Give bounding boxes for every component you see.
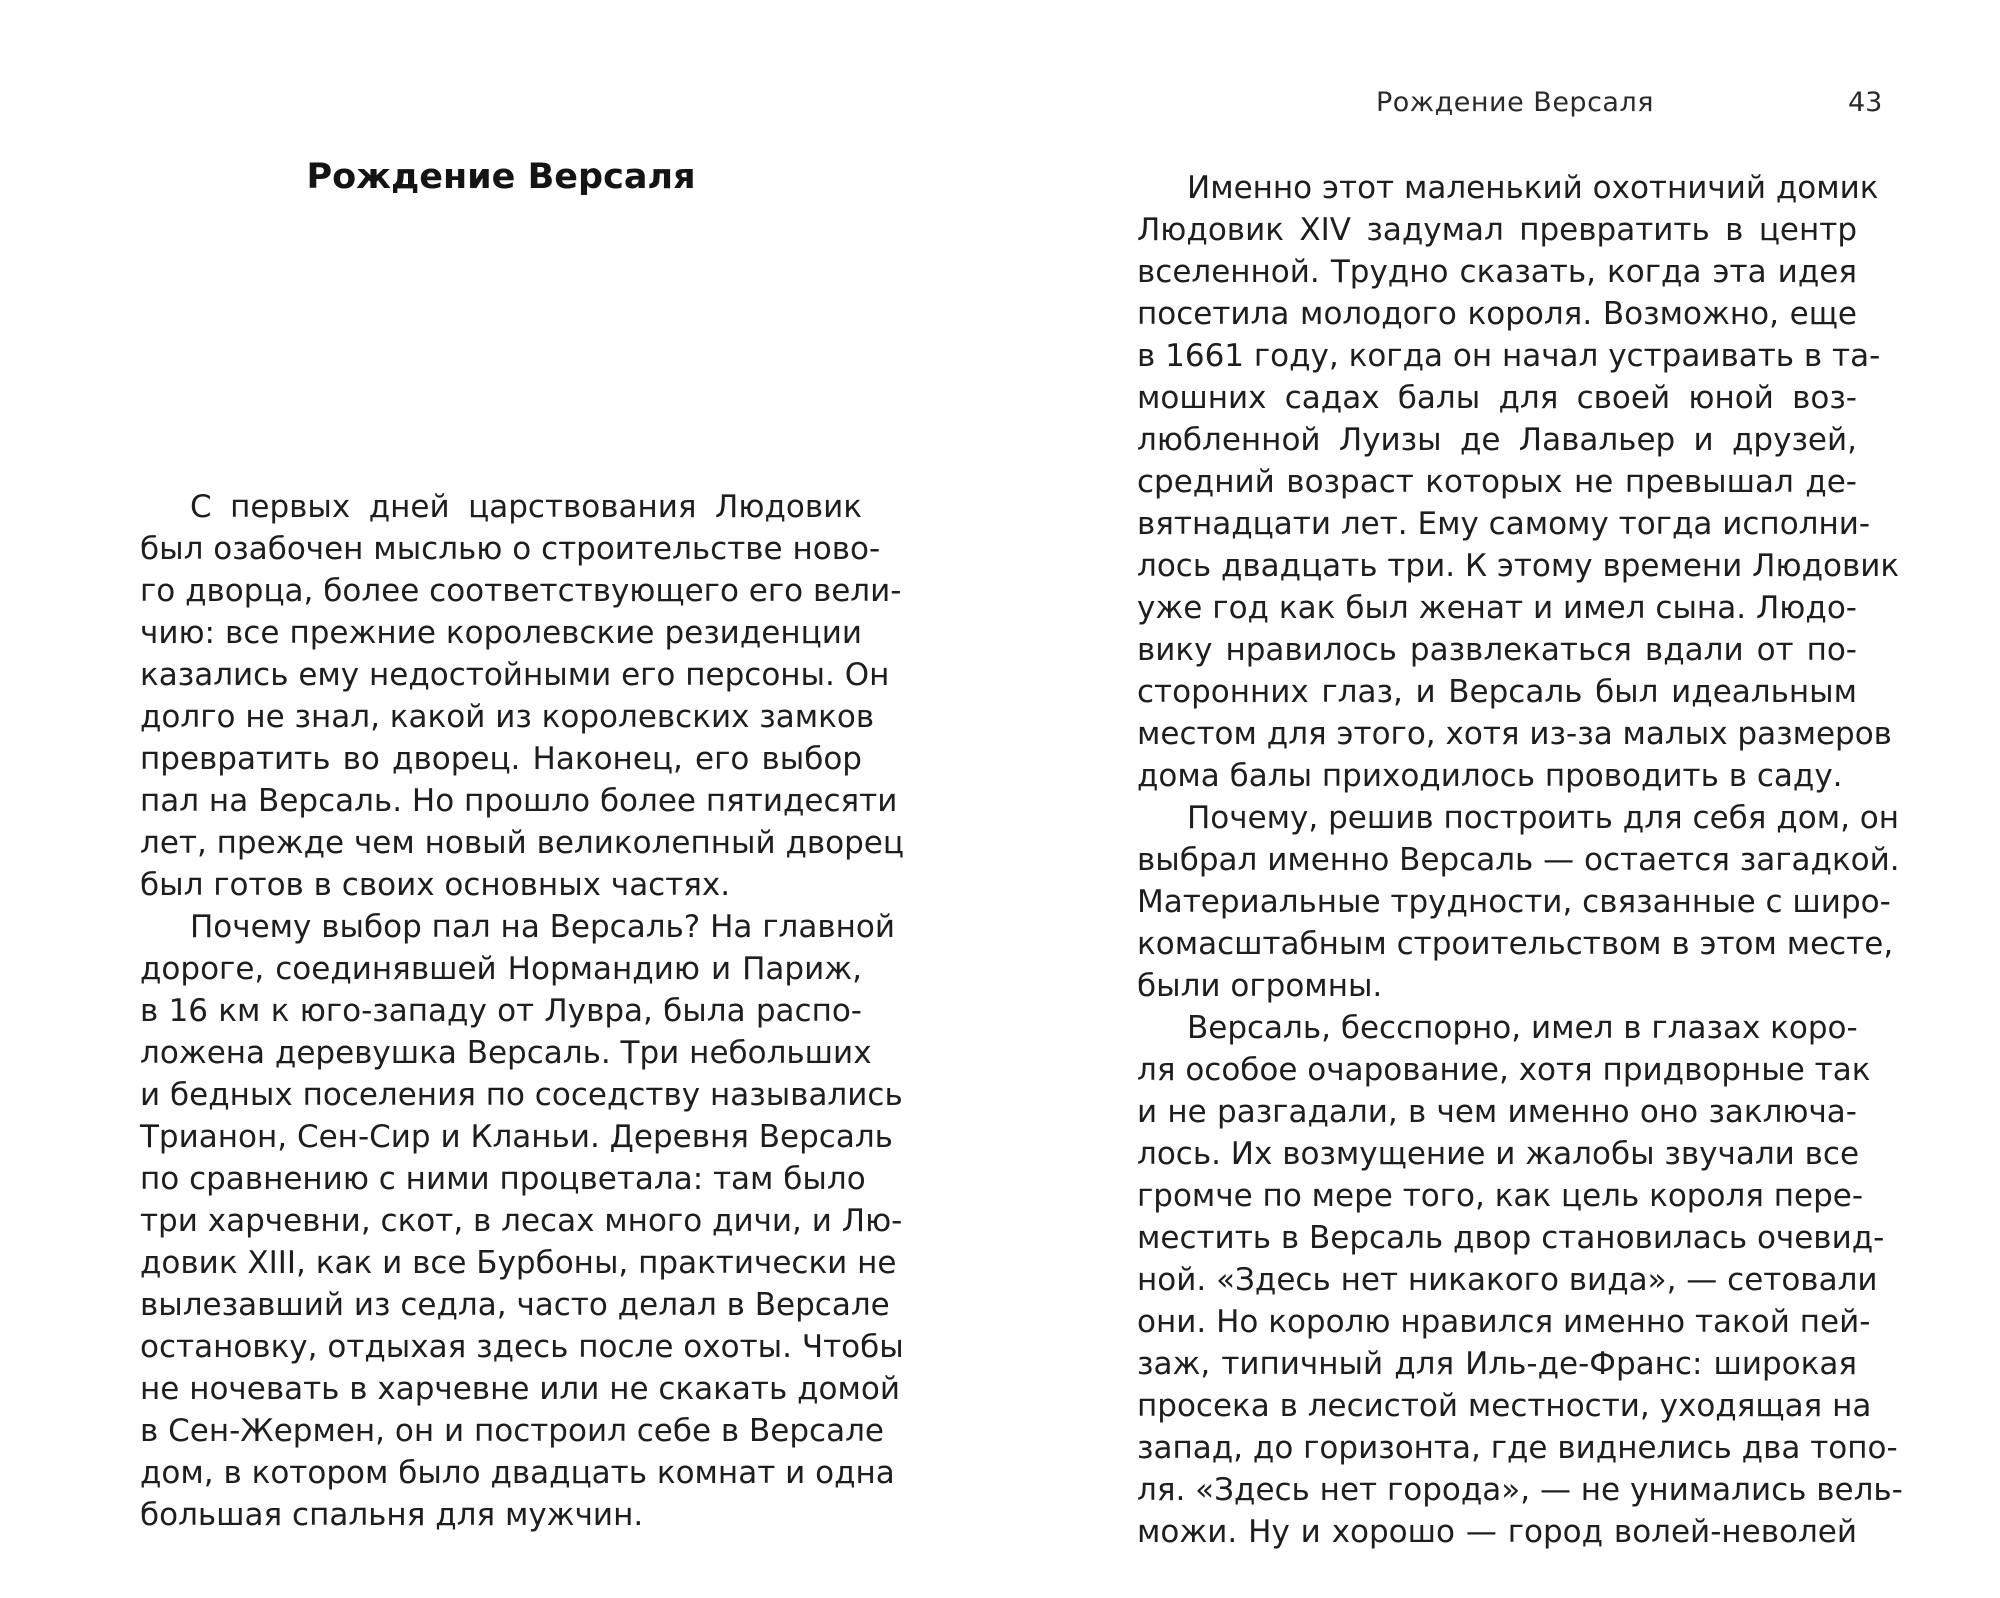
text-line: комасштабным строительством в этом месте, [1137, 926, 1894, 962]
text-line: уже год как был женат и имел сына. Людо- [1137, 590, 1857, 626]
text-line: заж, типичный для Иль-де-Франс: широкая [1137, 1346, 1857, 1382]
text-line: превратить во дворец. Наконец, его выбор [140, 741, 862, 777]
text-line: лось двадцать три. К этому времени Людовик [1137, 548, 1900, 584]
text-line: в 16 км к юго-западу от Лувра, была распо- [140, 993, 862, 1029]
text-line: средний возраст которых не превышал де- [1137, 464, 1857, 500]
text-line: остановку, отдыхая здесь после охоты. Чтобы [140, 1329, 904, 1365]
text-line: довик XIII, как и все Бурбоны, практически не [140, 1245, 897, 1281]
text-line: любленной Луизы де Лавальер и друзей, [1137, 422, 1857, 458]
right-page [1000, 0, 2000, 1598]
text-line: вселенной. Трудно сказать, когда эта идея [1137, 254, 1857, 290]
text-line: го дворца, более соответствующего его вели- [140, 573, 902, 609]
text-line: долго не знал, какой из королевских замков [140, 699, 875, 735]
text-line: дом, в котором было двадцать комнат и одна [140, 1455, 895, 1491]
text-line: ложена деревушка Версаль. Три небольших [140, 1035, 872, 1071]
text-line: дома балы приходилось проводить в саду. [1137, 758, 1843, 794]
text-line: Трианон, Сен-Сир и Кланьи. Деревня Версаль [140, 1119, 893, 1155]
text-line: ной. «Здесь нет никакого вида», — сетовали [1137, 1262, 1878, 1298]
text-line: дороге, соединявшей Нормандию и Париж, [140, 951, 862, 987]
text-line: большая спальня для мужчин. [140, 1497, 644, 1533]
text-line: местом для этого, хотя из-за малых размеров [1137, 716, 1892, 752]
text-line: три харчевни, скот, в лесах много дичи, и Лю- [140, 1203, 903, 1239]
text-line: мошних садах балы для своей юной воз- [1137, 380, 1857, 416]
text-line: громче по мере того, как цель короля пере- [1137, 1178, 1864, 1214]
text-line: вику нравилось развлекаться вдали от по- [1137, 632, 1857, 668]
text-line: в Сен-Жермен, он и построил себе в Версале [140, 1413, 884, 1449]
text-line: был готов в своих основных частях. [140, 867, 731, 903]
text-line: казались ему недостойными его персоны. Он [140, 657, 890, 693]
text-line: Именно этот маленький охотничий домик [1187, 170, 1879, 206]
text-line: запад, до горизонта, где виднелись два топо- [1137, 1430, 1898, 1466]
text-line: ля особое очарование, хотя придворные так [1137, 1052, 1871, 1088]
text-line: вятнадцати лет. Ему самому тогда исполни- [1137, 506, 1871, 542]
text-line: посетила молодого короля. Возможно, еще [1137, 296, 1857, 332]
text-line: были огромны. [1137, 968, 1383, 1004]
text-line: был озабочен мыслью о строительстве ново- [140, 531, 881, 567]
text-line: Версаль, бесспорно, имел в глазах коро- [1187, 1010, 1858, 1046]
chapter-title: Рождение Версаля [306, 157, 696, 197]
text-line: лось. Их возмущение и жалобы звучали все [1137, 1136, 1860, 1172]
text-line: С первых дней царствования Людовик [190, 489, 862, 525]
text-line: Почему, решив построить для себя дом, он [1187, 800, 1900, 836]
page-number: 43 [1848, 87, 1883, 118]
text-line: не ночевать в харчевне или не скакать домой [140, 1371, 900, 1407]
text-line: по сравнению с ними процветала: там было [140, 1161, 866, 1197]
text-line: в 1661 году, когда он начал устраивать в та- [1137, 338, 1881, 374]
text-line: лет, прежде чем новый великолепный дворец [140, 825, 904, 861]
text-line: пал на Версаль. Но прошло более пятидесяти [140, 783, 898, 819]
text-line: ля. «Здесь нет города», — не унимались вель- [1137, 1472, 1903, 1508]
text-line: Почему выбор пал на Версаль? На главной [190, 909, 896, 945]
text-line: вылезавший из седла, часто делал в Версале [140, 1287, 890, 1323]
text-line: они. Но королю нравился именно такой пей- [1137, 1304, 1871, 1340]
text-line: Людовик XIV задумал превратить в центр [1137, 212, 1857, 248]
running-head: Рождение Версаля [1376, 87, 1654, 118]
text-line: сторонних глаз, и Версаль был идеальным [1137, 674, 1857, 710]
text-line: и не разгадали, в чем именно оно заключа- [1137, 1094, 1857, 1130]
text-line: можи. Ну и хорошо — город волей-неволей [1137, 1514, 1857, 1550]
text-line: Материальные трудности, связанные с широ- [1137, 884, 1891, 920]
text-line: и бедных поселения по соседству назывались [140, 1077, 903, 1113]
text-line: выбрал именно Версаль — остается загадкой. [1137, 842, 1900, 878]
text-line: чию: все прежние королевские резиденции [140, 615, 862, 651]
text-line: местить в Версаль двор становилась очевид- [1137, 1220, 1885, 1256]
text-line: просека в лесистой местности, уходящая на [1137, 1388, 1872, 1424]
